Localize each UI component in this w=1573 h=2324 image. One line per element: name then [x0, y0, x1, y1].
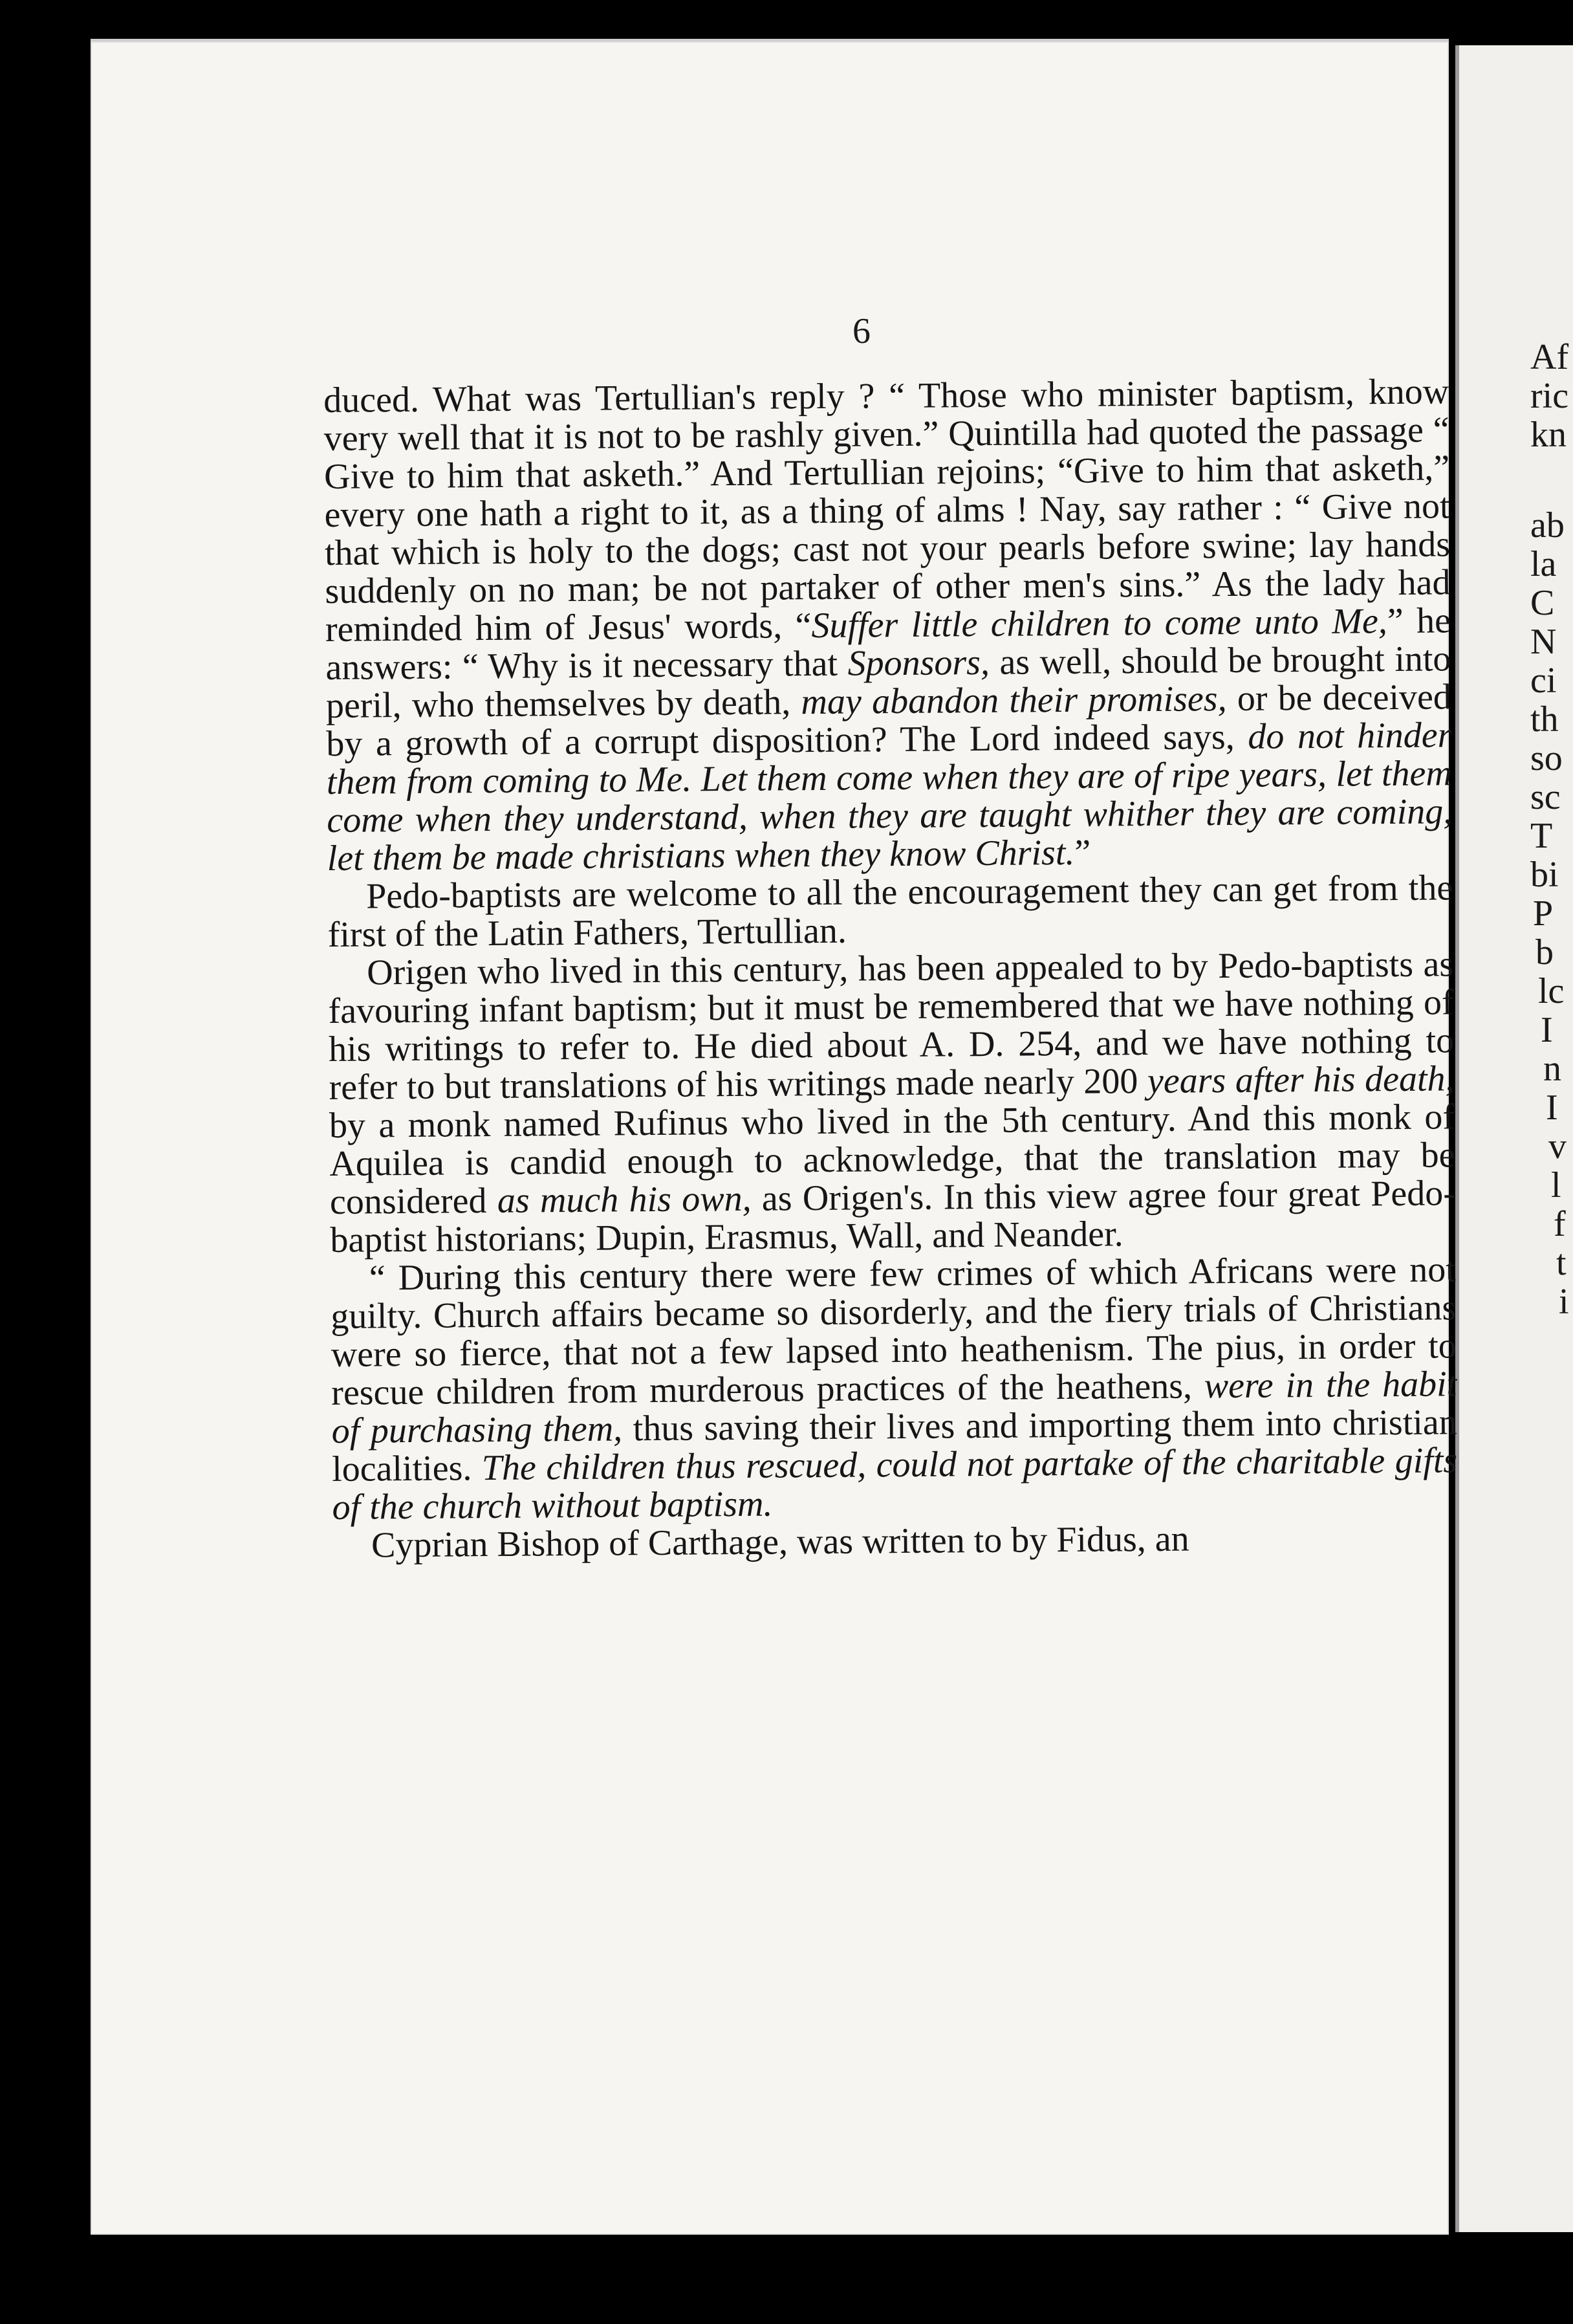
facing-page-fragment: I — [1546, 1088, 1558, 1128]
paragraph — [323, 373, 1453, 878]
text-segment: ” he answers: “ Why is it necessary that — [325, 600, 1451, 688]
facing-page-fragment: kn — [1530, 415, 1567, 455]
facing-page-fragment: P — [1533, 893, 1554, 934]
page-number: 6 — [852, 311, 871, 351]
text-segment: Origen who lived in this century, has been appealed to by Pedo-baptists as favouring infant baptism; but it must be remembered that we have nothing of his writings to refer to. He died about A. D. 254, and we have nothing to refer to but translations of his writings made nearly 200 — [328, 944, 1455, 1108]
text-segment: duced. What was Tertullian's reply ? “ Those who minister baptism, know very well that it is not to be rashly given.” Quintilla had quoted the passage “ Give to him that asketh.” And Tertullian rejoins; “Give to him that asketh,” every one hath a right to it, as a thing of alms ! Nay, say rather : “ Give not that which is holy to the dogs; cast not your pearls before swine; lay hands suddenly on no man; be not partaker of other men's sins.” As the lady had reminded him of Jesus' words, “ — [323, 371, 1451, 650]
facing-page-fragment: f — [1554, 1204, 1566, 1244]
facing-page-fragment: Af — [1530, 337, 1569, 377]
facing-page-fragment: T — [1530, 816, 1553, 856]
paragraph — [331, 1251, 1458, 1527]
paragraph — [327, 869, 1453, 954]
text-segment: “ During this century there were few crimes of which Africans were not guilty. Church affairs became so disorderly, and the fiery trials of Christians were so fierce, that not a few lapsed into heathenism. The pius, in order to rescue children from murderous practices of the heathens, — [331, 1249, 1457, 1413]
text-segment: as Origen's. In this view agree four great Pedo-baptist historians; Dupin, Erasmus, Wall, and Neander. — [330, 1173, 1456, 1260]
facing-page-fragment: lc — [1538, 971, 1565, 1011]
italic-text: were in the habit of purchasing them, — [331, 1364, 1457, 1451]
facing-page-fragment: I — [1541, 1010, 1553, 1050]
facing-page-fragment: l — [1551, 1165, 1561, 1205]
italic-text: as much his own, — [497, 1178, 752, 1221]
facing-page-fragment: bi — [1530, 855, 1559, 895]
page-body-text — [323, 373, 1458, 1565]
facing-page-fragment: ci — [1530, 661, 1557, 701]
italic-text: years after his death, — [1147, 1058, 1455, 1102]
facing-page-fragment: C — [1530, 583, 1555, 623]
paragraph — [328, 945, 1456, 1260]
facing-page-fragment: n — [1543, 1049, 1561, 1089]
italic-text: Suffer little children to come unto Me, — [811, 601, 1388, 646]
facing-page-fragment: i — [1559, 1282, 1569, 1322]
italic-text: do not hinder them from coming to Me. Let them come when they are of ripe years, let them come when they understand, when they are taught whither they are coming, let them be made christians when they know Christ. — [326, 715, 1453, 879]
facing-page-fragment: ab — [1530, 505, 1565, 545]
facing-page-fragment: N — [1530, 622, 1557, 662]
facing-page-fragment: th — [1530, 699, 1559, 740]
text-segment: Cyprian Bishop of Carthage, was written to by Fidus, an — [371, 1518, 1189, 1566]
facing-page-fragment: t — [1556, 1243, 1567, 1283]
text-segment: by a monk named Rufinus who lived in the 5th century. And this monk of Aquilea is candid enough to acknowledge, that the translation may be considered — [329, 1097, 1455, 1222]
facing-page-fragment: v — [1548, 1126, 1567, 1167]
text-segment: ” — [1074, 832, 1091, 873]
facing-page-fragment: sc — [1530, 777, 1561, 817]
facing-page-fragment: ric — [1530, 376, 1569, 416]
facing-page-fragment: b — [1535, 932, 1554, 972]
text-segment: or be deceived by a growth of a corrupt disposition? The Lord indeed says, — [326, 677, 1452, 764]
facing-page-edge — [1459, 45, 1573, 2232]
facing-page-fragment: la — [1530, 544, 1557, 584]
italic-text: Sponsors, — [847, 642, 990, 684]
italic-text: may abandon their promises, — [801, 679, 1227, 723]
text-segment: as well, should be brought into peril, who themselves by death, — [325, 639, 1451, 726]
text-segment: Pedo-baptists are welcome to all the encouragement they can get from the first of the Latin Fathers, Tertullian. — [327, 868, 1453, 955]
text-segment: thus saving their lives and importing them into christian localities. — [331, 1402, 1457, 1489]
facing-page-fragment: so — [1530, 738, 1563, 778]
italic-text: The children thus rescued, could not partake of the charitable gifts of the church without baptism. — [332, 1440, 1458, 1528]
